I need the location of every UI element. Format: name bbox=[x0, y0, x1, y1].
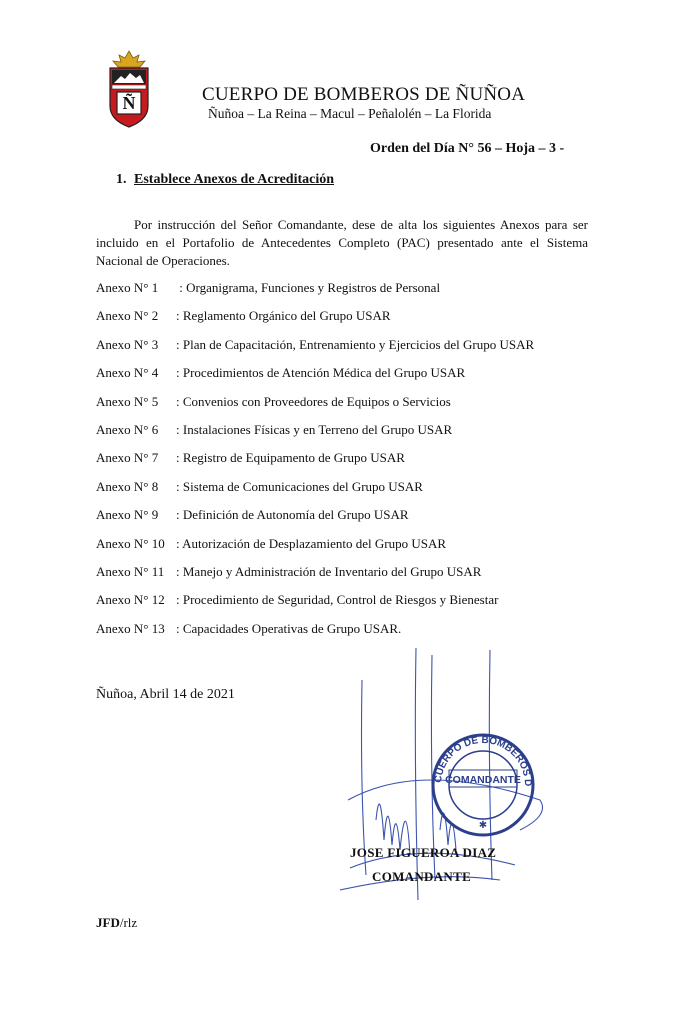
annex-row bbox=[96, 479, 596, 507]
annex-label: Anexo N° 2 bbox=[96, 308, 159, 324]
fire-department-crest-icon bbox=[106, 50, 152, 128]
section-number: 1. bbox=[116, 172, 127, 187]
annex-row bbox=[96, 337, 596, 365]
annex-label: Anexo N° 12 bbox=[96, 592, 165, 608]
section-title: Establece Anexos de Acreditación bbox=[134, 172, 335, 187]
annex-description: : Procedimiento de Seguridad, Control de Riesgos y Bienestar bbox=[176, 592, 499, 608]
crest-letter: Ñ bbox=[122, 93, 136, 113]
annex-description: : Registro de Equipamento de Grupo USAR bbox=[176, 450, 405, 466]
svg-text:✱: ✱ bbox=[478, 820, 488, 831]
annex-description: : Organigrama, Funciones y Registros de Personal bbox=[176, 280, 441, 295]
section-heading bbox=[116, 172, 334, 188]
signature-area bbox=[340, 640, 570, 930]
annex-list bbox=[96, 280, 596, 649]
organization-name: CUERPO DE BOMBEROS DE ÑUÑOA bbox=[202, 84, 526, 105]
typist-initials: /rlz bbox=[119, 915, 138, 930]
annex-description: : Reglamento Orgánico del Grupo USAR bbox=[176, 308, 391, 324]
annex-label: Anexo N° 9 bbox=[96, 507, 159, 523]
annex-row bbox=[96, 394, 596, 422]
annex-label: Anexo N° 7 bbox=[96, 450, 159, 466]
annex-description: : Instalaciones Físicas y en Terreno del Grupo USAR bbox=[176, 421, 453, 437]
author-initials: JFD bbox=[96, 915, 120, 930]
annex-row bbox=[96, 536, 596, 564]
annex-label: Anexo N° 4 bbox=[96, 365, 159, 381]
annex-row bbox=[96, 365, 596, 393]
annex-label: Anexo N° 5 bbox=[96, 393, 159, 409]
annex-row bbox=[96, 308, 596, 336]
annex-label: Anexo N° 10 bbox=[96, 535, 165, 551]
seal-ring-text: CUERPO DE BOMBEROS D bbox=[432, 734, 534, 787]
intro-paragraph: Por instrucción del Señor Comandante, dese de alta los siguientes Anexos para ser incluido en el Portafolio de Antecedentes Completo (PAC) presentado ante el Sistema Nacional de Operaciones. bbox=[96, 217, 588, 268]
signer-title: COMANDANTE bbox=[372, 869, 472, 884]
annex-label: Anexo N° 13 bbox=[96, 620, 165, 636]
annex-row bbox=[96, 507, 596, 535]
annex-row bbox=[96, 280, 596, 308]
place-date: Ñuñoa, Abril 14 de 2021 bbox=[96, 687, 235, 702]
annex-description: : Sistema de Comunicaciones del Grupo USAR bbox=[176, 478, 423, 494]
annex-label: Anexo N° 11 bbox=[96, 563, 165, 579]
annex-row bbox=[96, 422, 596, 450]
official-seal-icon bbox=[340, 640, 533, 835]
annex-description: : Procedimientos de Atención Médica del Grupo USAR bbox=[176, 365, 466, 381]
annex-description: : Definición de Autonomía del Grupo USAR bbox=[176, 507, 409, 523]
annex-description: : Capacidades Operativas de Grupo USAR. bbox=[176, 620, 402, 636]
annex-description: : Plan de Capacitación, Entrenamiento y Ejercicios del Grupo USAR bbox=[176, 336, 535, 352]
annex-description: : Manejo y Administración de Inventario del Grupo USAR bbox=[176, 563, 482, 579]
annex-description: : Convenios con Proveedores de Equipos o Servicios bbox=[176, 393, 451, 409]
annex-label: Anexo N° 1 bbox=[96, 280, 159, 295]
order-reference: Orden del Día N° 56 – Hoja – 3 - bbox=[370, 141, 565, 156]
annex-row bbox=[96, 564, 596, 592]
seal-center-text: COMANDANTE bbox=[445, 774, 521, 786]
annex-description: : Autorización de Desplazamiento del Grupo USAR bbox=[176, 535, 447, 551]
annex-row bbox=[96, 450, 596, 478]
annex-row bbox=[96, 592, 596, 620]
reference-initials bbox=[96, 915, 137, 931]
annex-label: Anexo N° 8 bbox=[96, 478, 159, 494]
organization-subtitle: Ñuñoa – La Reina – Macul – Peñalolén – La Florida bbox=[208, 106, 492, 121]
annex-label: Anexo N° 3 bbox=[96, 336, 159, 352]
signer-name: JOSE FIGUEROA DIAZ bbox=[350, 845, 497, 860]
annex-label: Anexo N° 6 bbox=[96, 421, 159, 437]
